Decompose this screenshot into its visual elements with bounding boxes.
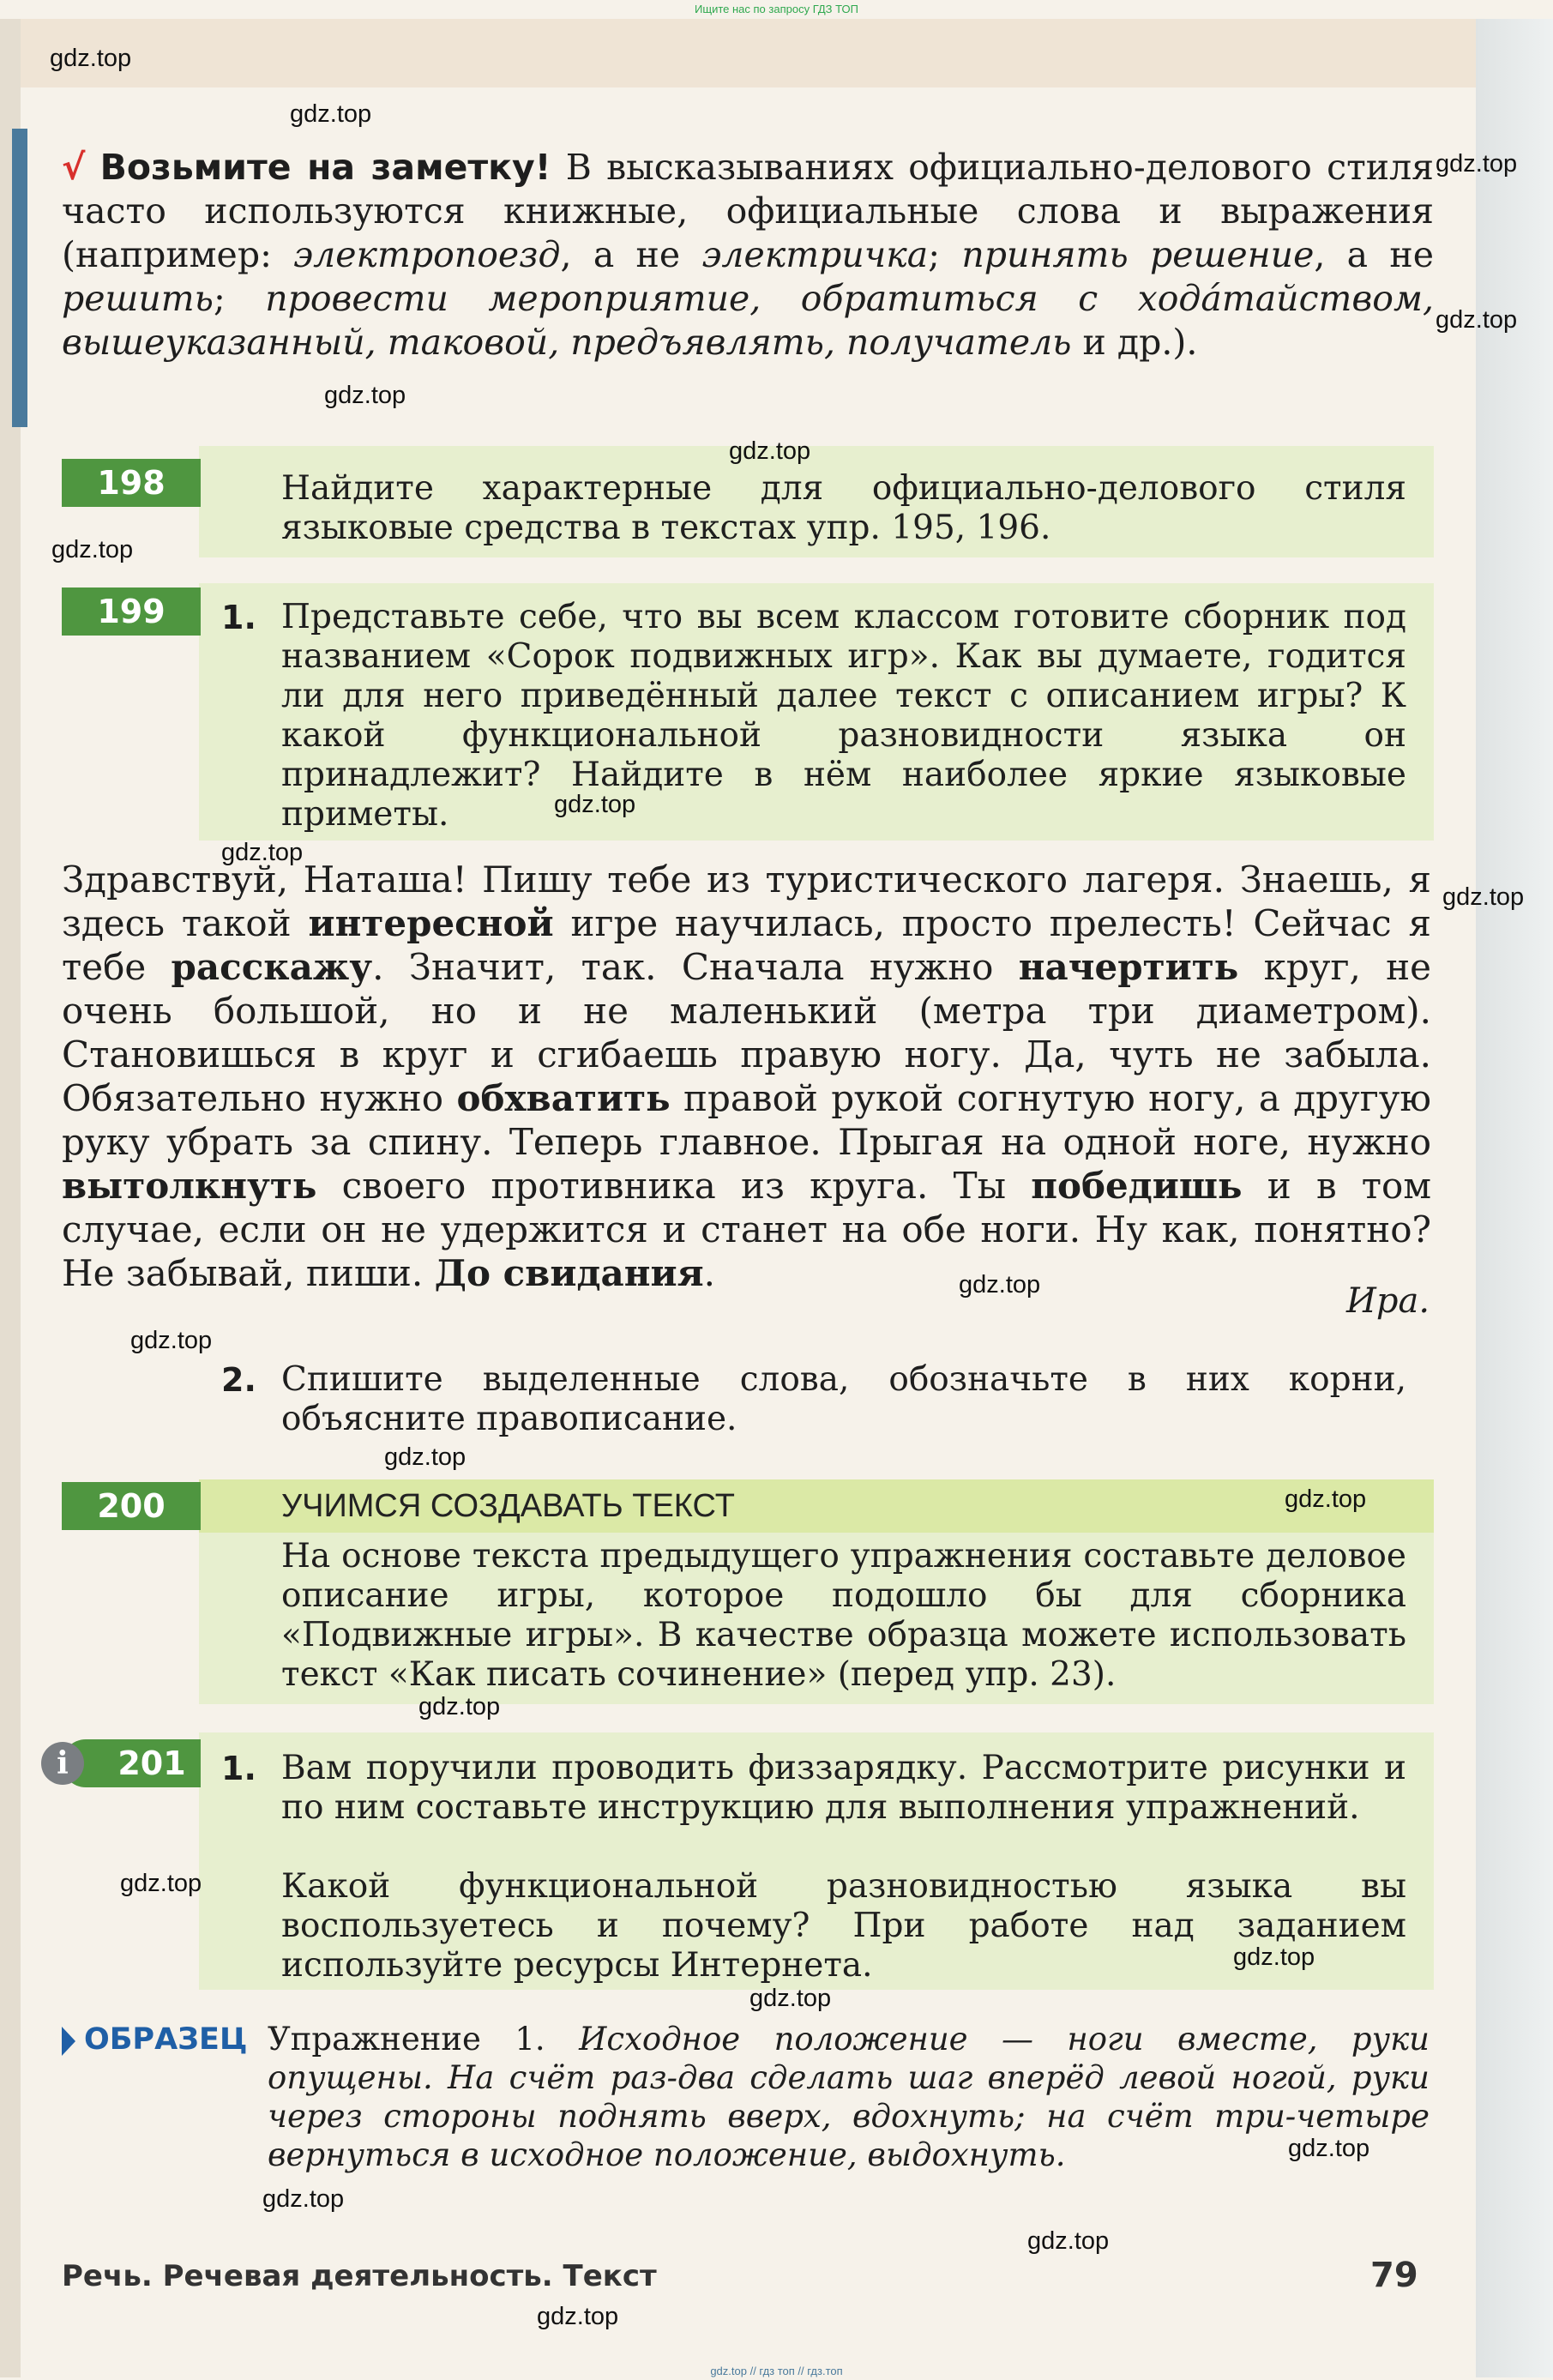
watermark: gdz.top [50,45,132,72]
page-number: 79 [1370,2256,1418,2295]
exercise-201-task1b: Какой функциональной разновидностью языка вы воспользуетесь и почему? При работе над заданием используйте ресурсы Интернета. [281,1867,1406,1985]
watermark: gdz.top [384,1443,467,1471]
watermark: gdz.top [1027,2227,1110,2255]
watermark: gdz.top [130,1327,213,1354]
watermark: gdz.top [418,1693,501,1720]
letter-text: Здравствуй, Наташа! Пишу тебе из туристического лагеря. Знаешь, я здесь такой интересной игре научилась, просто прелесть! Сейчас я тебе расскажу. Значит, так. Сначала нужно начертить круг, не очень большой, но и не маленький (метра три диаметром). Становишься в круг и сгибаешь правую ногу. Да, чуть не забыла. Обязательно нужно обхватить правой рукой согнутую ногу, а другую руку убрать за спину. Теперь главное. Прыгая на одной ноге, нужно вытолкнуть своего противника из круга. Ты победишь и в том случае, если он не удержится и станет на обе ноги. Ну как, понятно? Не забывай, пиши. До свидания. [62,859,1431,1294]
sample-arrow-icon [62,2027,75,2056]
bottom-banner: gdz.top // гдз топ // гдз.топ [710,2365,843,2377]
watermark: gdz.top [221,839,304,866]
watermark: gdz.top [1288,2135,1370,2162]
exercise-199-number: 199 [62,587,201,636]
sample-label: ОБРАЗЕЦ [84,2022,248,2057]
watermark: gdz.top [1285,1485,1367,1513]
exercise-201-task1-number: 1. [221,1750,256,1787]
watermark: gdz.top [1233,1943,1315,1971]
watermark: gdz.top [1436,306,1518,334]
watermark: gdz.top [120,1870,202,1897]
watermark: gdz.top [729,437,811,465]
watermark: gdz.top [749,1985,832,2012]
watermark: gdz.top [324,382,406,409]
watermark: gdz.top [959,1271,1041,1298]
exercise-200-number: 200 [62,1482,201,1530]
watermark: gdz.top [51,536,134,563]
exercise-198-text: Найдите характерные для официально-делового стиля языковые средства в текстах упр. 195, 196. [281,469,1406,547]
exercise-199-task1-number: 1. [221,599,256,636]
exercise-200-text: На основе текста предыдущего упражнения составьте деловое описание игры, которое подошло бы для сборника «Подвижные игры». В качестве образца можете использовать текст «Как писать сочинение» (перед упр. 23). [281,1537,1406,1694]
exercise-201-number: 201 [117,1744,186,1782]
exercise-200-heading: УЧИМСЯ СОЗДАВАТЬ ТЕКСТ [281,1488,735,1524]
info-icon: i [41,1742,84,1785]
exercise-199-task2: Спишите выделенные слова, обозначьте в них корни, объясните правописание. [281,1360,1406,1438]
note-title: Возьмите на заметку! [99,147,551,188]
page-right-edge [1476,19,1553,2377]
watermark: gdz.top [1436,150,1518,178]
sample-text: Упражнение 1. Исходное положение — ноги вместе, руки опущены. На счёт раз-два сделать шаг вперёд левой ногой, руки через стороны поднять вверх, вдохнуть; на счёт три-четыре вернуться в исходное положение, выдохнуть. [268,2021,1430,2173]
exercise-201-task1: Вам поручили проводить физзарядку. Рассмотрите рисунки и по ним составьте инструкцию для выполнения упражнений. [281,1749,1406,1827]
watermark: gdz.top [290,100,372,128]
watermark: gdz.top [554,791,636,818]
top-banner: Ищите нас по запросу ГДЗ ТОП [695,3,858,15]
page-top-band [21,19,1476,87]
exercise-199-task2-number: 2. [221,1361,256,1399]
watermark: gdz.top [537,2303,619,2330]
watermark: gdz.top [262,2185,345,2213]
exercise-199-task1: Представьте себе, что вы всем классом готовите сборник под названием «Сорок подвижных игр». Как вы думаете, годится ли для него приведённый далее текст с описанием игры? К какой функциональной разновидности языка он принадлежит? Найдите в нём наиболее яркие языковые приметы. [281,598,1406,834]
exercise-198-number: 198 [62,459,201,507]
letter-signature: Ира. [1346,1281,1430,1321]
note-text: В высказываниях официально-делового стиля часто используются книжные, официальные слова и выражения (например: электропоезд, а не электричка; принять решение, а не решить; провести мероприятие, обратиться с хода́тайством, вышеуказанный, таковой, предъявлять, получатель и др.). [62,147,1434,363]
footer-section-title: Речь. Речевая деятельность. Текст [62,2259,657,2293]
note-accent-bar [12,129,27,427]
note-block [62,146,1434,365]
watermark: gdz.top [1442,883,1525,911]
checkmark-icon: √ [62,147,86,188]
